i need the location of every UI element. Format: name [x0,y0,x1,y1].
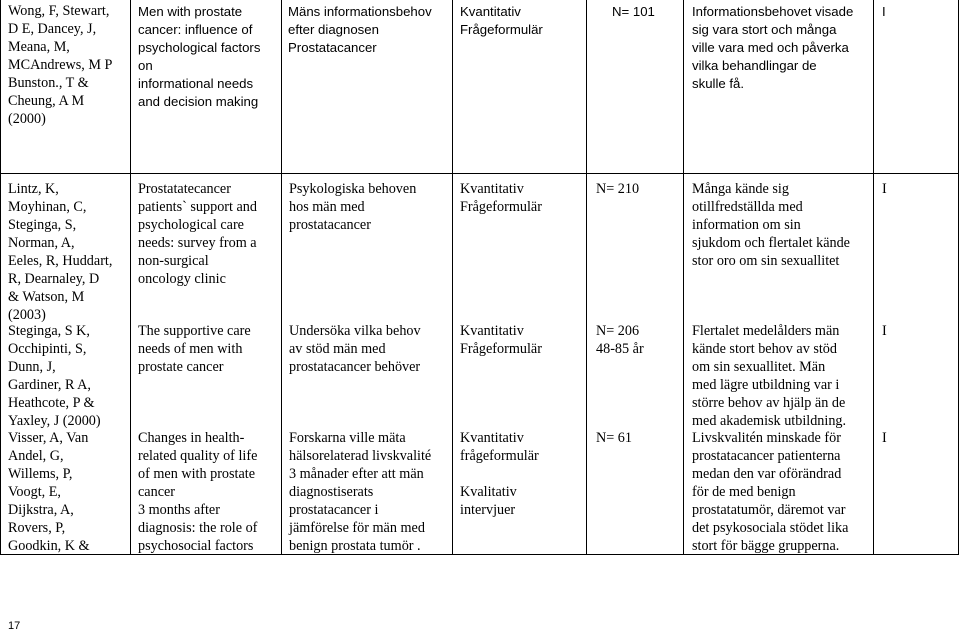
row-rule [0,173,959,174]
sample-cell: N= 206 48-85 år [596,323,644,357]
method-cell: Kvantitativ Frågeformulär [460,4,543,37]
sample-cell: N= 101 [612,4,655,19]
code-cell: I [882,323,887,339]
result-cell: Många kände sig otillfredställda med information om sin sjukdom och flertalet kände stor oro om sin sexuallitet [692,181,850,269]
title-cell: The supportive care needs of men with prostate cancer [138,323,251,375]
aim-cell: Undersöka vilka behov av stöd män med prostatacancer behöver [289,323,421,375]
title-cell: Prostatatecancer patients` support and psychological care needs: survey from a non-surgical oncology clinic [138,181,257,287]
title-cell: Men with prostate cancer: influence of psychological factors on informational needs and decision making [138,4,261,109]
aim-cell: Psykologiska behoven hos män med prostatacancer [289,181,417,233]
result-cell: Flertalet medelålders män kände stort behov av stöd om sin sexuallitet. Män med lägre utbildning var i större behov av hjälp än de med akademisk utbildning. [692,323,847,429]
aim-cell: Forskarna ville mäta hälsorelaterad livskvalité 3 månader efter att män diagnostiserats prostatacancer i jämförelse för män med benign prostata tumör . [289,430,432,554]
result-cell: Livskvalitén minskade för prostatacancer patienterna medan den var oförändrad för de med benign prostatatumör, däremot var det psykosociala stödet lika stort för bägge grupperna. [692,430,849,554]
author-cell: Lintz, K, Moyhinan, C, Steginga, S, Norman, A, Eeles, R, Huddart, R, Dearnaley, D & Watson, M (2003) [8,181,113,323]
author-cell: Visser, A, Van Andel, G, Willems, P, Voogt, E, Dijkstra, A, Rovers, P, Goodkin, K & [8,430,90,554]
sample-cell: N= 210 [596,181,640,197]
code-cell: I [882,430,887,446]
title-cell: Changes in health- related quality of life of men with prostate cancer 3 months after diagnosis: the role of psychosocial factors [138,430,258,554]
result-cell: Informationsbehovet visade sig vara stort och många ville vara med och påverka vilka behandlingar de skulle få. [692,4,854,91]
column-rule [0,0,1,555]
column-rule [130,0,131,555]
author-cell: Wong, F, Stewart, D E, Dancey, J, Meana, M, MCAndrews, M P Bunston., T & Cheung, A M (2000) [8,3,113,127]
code-cell: I [882,181,887,197]
author-cell: Steginga, S K, Occhipinti, S, Dunn, J, Gardiner, R A, Heathcote, P & Yaxley, J (2000) [8,323,101,429]
column-rule [873,0,874,555]
aim-cell: Mäns informationsbehov efter diagnosen Prostatacancer [288,4,432,55]
method-cell: Kvantitativ Frågeformulär [460,323,542,357]
column-rule [452,0,453,555]
column-rule [281,0,282,555]
sample-cell: N= 61 [596,430,632,446]
page-number: 17 [8,620,21,632]
method-cell: Kvantitativ Frågeformulär [460,181,542,215]
code-cell: I [882,4,886,19]
column-rule [683,0,684,555]
column-rule [586,0,587,555]
method-cell: Kvantitativ frågeformulär Kvalitativ intervjuer [460,430,539,518]
